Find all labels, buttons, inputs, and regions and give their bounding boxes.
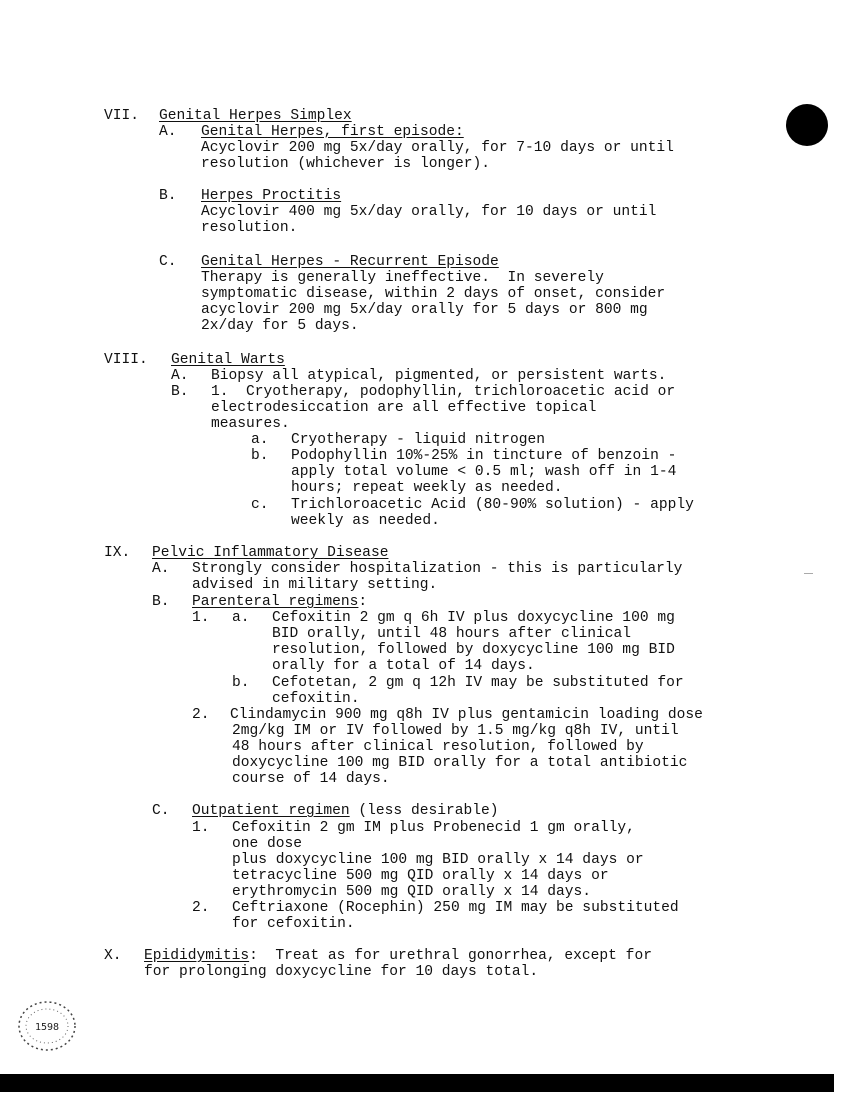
vii-b-title: Herpes Proctitis <box>201 188 342 204</box>
ix-c-line: for cefoxitin. <box>232 916 355 932</box>
ix-a-line: Strongly consider hospitalization - this is particularly <box>192 561 683 577</box>
vii-c-title: Genital Herpes - Recurrent Episode <box>201 254 499 270</box>
vii-a-title: Genital Herpes, first episode: <box>201 124 464 140</box>
section-vii-title: Genital Herpes Simplex <box>159 108 352 124</box>
viii-b-line: measures. <box>211 416 290 432</box>
section-viii-number: VIII. <box>104 352 148 368</box>
viii-a-letter: A. <box>171 368 189 384</box>
viii-sub-line: Podophyllin 10%-25% in tincture of benzoin - <box>291 448 677 464</box>
viii-b-line: electrodesiccation are all effective topical <box>211 400 597 416</box>
ix-c-line: plus doxycycline 100 mg BID orally x 14 days or <box>232 852 644 868</box>
vii-b-line: Acyclovir 400 mg 5x/day orally, for 10 days or until <box>201 204 657 220</box>
ix-b-line: Cefoxitin 2 gm q 6h IV plus doxycycline 100 mg <box>272 610 675 626</box>
vii-c-line: symptomatic disease, within 2 days of onset, consider <box>201 286 666 302</box>
ix-b-heading <box>192 594 367 610</box>
ix-b-item-number: 2. <box>192 707 210 723</box>
ix-b-sub-letter: b. <box>232 675 250 691</box>
ix-b-line: BID orally, until 48 hours after clinical <box>272 626 632 642</box>
ix-b-letter: B. <box>152 594 170 610</box>
section-x-heading <box>144 948 652 964</box>
stamp-text: 1598 <box>34 1022 60 1033</box>
viii-sub-letter: a. <box>251 432 269 448</box>
ix-b-line: Clindamycin 900 mg q8h IV plus gentamicin loading dose <box>230 707 703 723</box>
ix-a-line: advised in military setting. <box>192 577 438 593</box>
section-x-line: for prolonging doxycycline for 10 days total. <box>144 964 539 980</box>
ix-c-letter: C. <box>152 803 170 819</box>
section-ix-title: Pelvic Inflammatory Disease <box>152 545 389 561</box>
ix-b-colon: : <box>358 594 368 610</box>
vii-b-line: resolution. <box>201 220 298 236</box>
viii-sub-line: apply total volume < 0.5 ml; wash off in 1-4 <box>291 464 677 480</box>
ix-c-line: one dose <box>232 836 303 852</box>
ix-c-line: Ceftriaxone (Rocephin) 250 mg IM may be substituted <box>232 900 679 916</box>
ix-b-line: 48 hours after clinical resolution, followed by <box>232 739 644 755</box>
section-x-colon: : <box>249 948 258 964</box>
ix-c-item-number: 1. <box>192 820 210 836</box>
bottom-scan-bar <box>0 1074 834 1092</box>
vii-a-line: resolution (whichever is longer). <box>201 156 491 172</box>
viii-sub-line: hours; repeat weekly as needed. <box>291 480 563 496</box>
section-viii-title: Genital Warts <box>171 352 285 368</box>
vii-b-letter: B. <box>159 188 177 204</box>
ix-b-line: doxycycline 100 mg BID orally for a total antibiotic <box>232 755 688 771</box>
viii-sub-line: weekly as needed. <box>291 513 440 529</box>
ix-c-line: tetracycline 500 mg QID orally x 14 days or <box>232 868 609 884</box>
viii-sub-line: Cryotherapy - liquid nitrogen <box>291 432 545 448</box>
viii-sub-line: Trichloroacetic Acid (80-90% solution) - apply <box>291 497 694 513</box>
ix-b-line: orally for a total of 14 days. <box>272 658 535 674</box>
ix-c-line: Cefoxitin 2 gm IM plus Probenecid 1 gm orally, <box>232 820 635 836</box>
section-x-number: X. <box>104 948 122 964</box>
ix-b-line: cefoxitin. <box>272 691 360 707</box>
ix-a-letter: A. <box>152 561 170 577</box>
ix-b-line: 2mg/kg IM or IV followed by 1.5 mg/kg q8h IV, until <box>232 723 679 739</box>
vii-c-line: acyclovir 200 mg 5x/day orally for 5 days or 800 mg <box>201 302 648 318</box>
vii-a-line: Acyclovir 200 mg 5x/day orally, for 7-10 days or until <box>201 140 674 156</box>
stamp-ring <box>14 996 84 1056</box>
ix-c-item-number: 2. <box>192 900 210 916</box>
margin-mark <box>804 573 813 574</box>
viii-a-text: Biopsy all atypical, pigmented, or persistent warts. <box>211 368 667 384</box>
viii-sub-letter: b. <box>251 448 269 464</box>
viii-sub-letter: c. <box>251 497 269 513</box>
vii-c-letter: C. <box>159 254 177 270</box>
ix-b-title: Parenteral regimens <box>192 594 359 610</box>
vii-c-line: Therapy is generally ineffective. In severely <box>201 270 604 286</box>
section-vii-number: VII. <box>104 108 140 124</box>
viii-b-line: 1. Cryotherapy, podophyllin, trichloroacetic acid or <box>211 384 676 400</box>
punch-hole <box>786 104 828 146</box>
section-x-title: Epididymitis <box>144 948 250 964</box>
ix-b-line: resolution, followed by doxycycline 100 mg BID <box>272 642 675 658</box>
ix-c-rest: (less desirable) <box>349 803 499 819</box>
ix-c-line: erythromycin 500 mg QID orally x 14 days. <box>232 884 592 900</box>
ix-b-line: Cefotetan, 2 gm q 12h IV may be substituted for <box>272 675 684 691</box>
vii-a-letter: A. <box>159 124 177 140</box>
viii-b-letter: B. <box>171 384 189 400</box>
ix-b-line: course of 14 days. <box>232 771 390 787</box>
ix-c-title: Outpatient regimen <box>192 803 350 819</box>
section-x-text: Treat as for urethral gonorrhea, except for <box>257 948 652 964</box>
ix-b-sub-letter: a. <box>232 610 250 626</box>
stamp-seal <box>14 996 84 1056</box>
vii-c-line: 2x/day for 5 days. <box>201 318 359 334</box>
ix-b-item-number: 1. <box>192 610 210 626</box>
section-ix-number: IX. <box>104 545 131 561</box>
ix-c-heading <box>192 803 499 819</box>
